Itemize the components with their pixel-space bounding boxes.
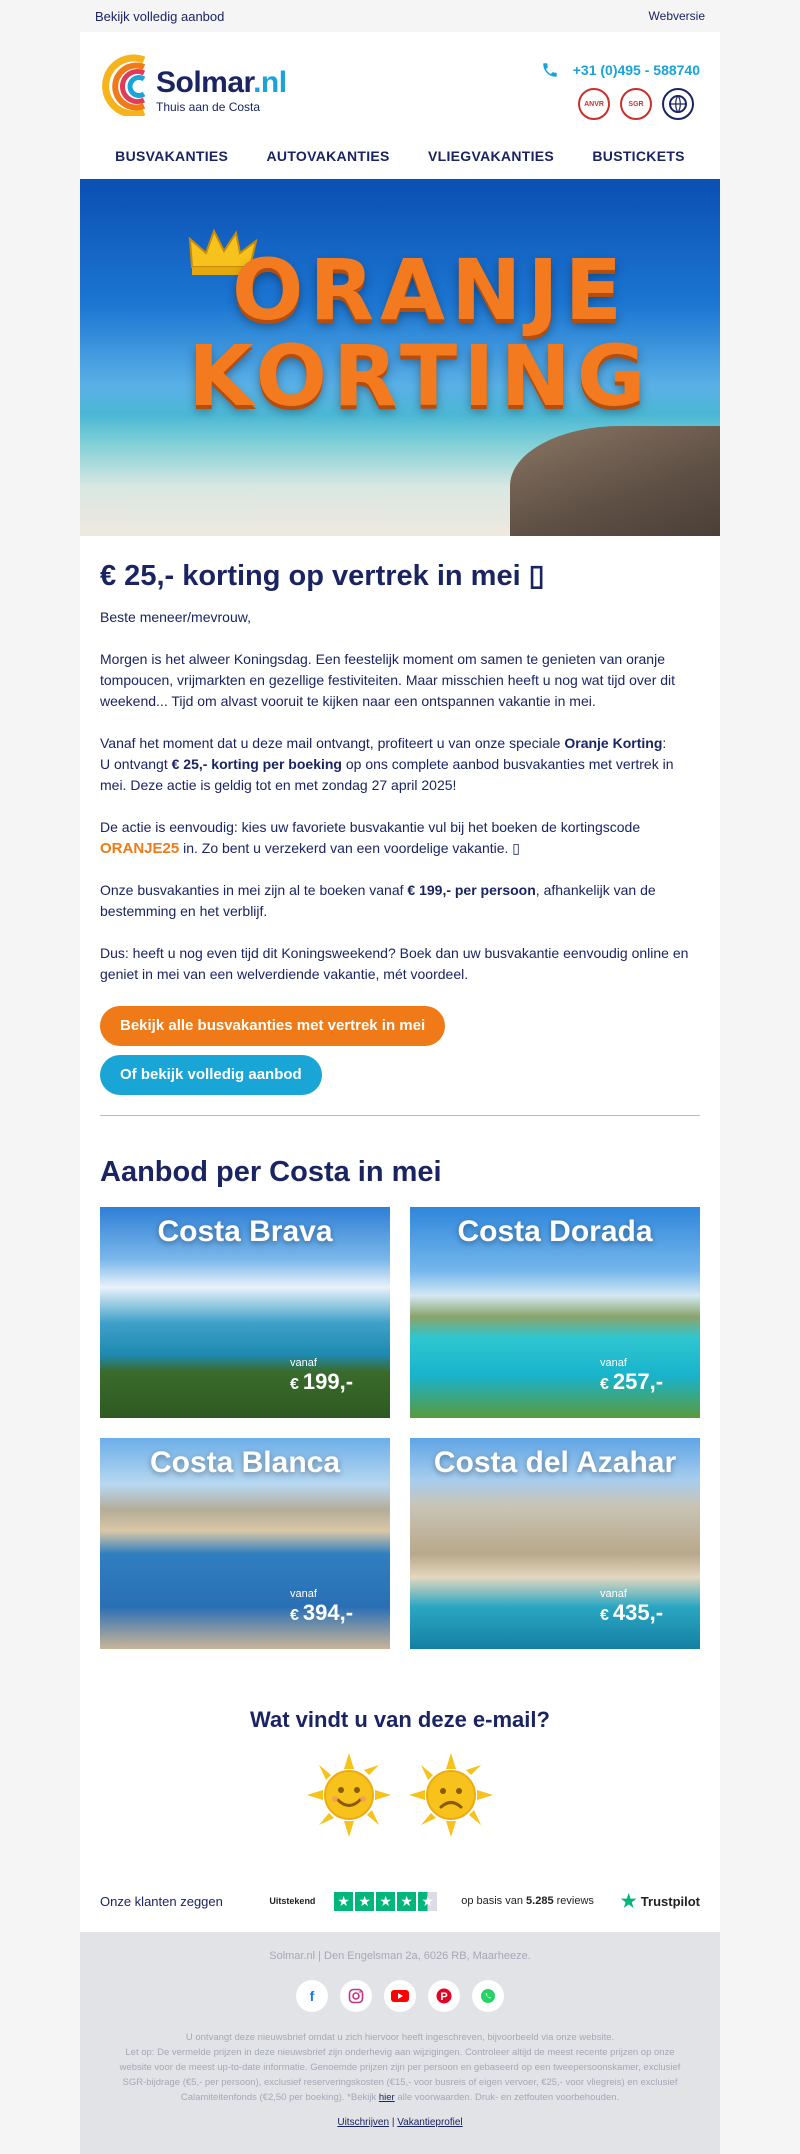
hero-title-line1: ORANJE — [231, 241, 629, 339]
phone-contact[interactable] — [541, 61, 700, 79]
paragraph-3: De actie is eenvoudig: kies uw favoriete busvakantie vul bij het boeken de kortingscode ORANJE25 in. Zo bent u verzekerd van een voordelige vakantie. ▯ — [100, 819, 641, 857]
view-may-departures-button[interactable]: Bekijk alle busvakanties met vertrek in mei — [100, 1006, 445, 1046]
discount-amount: € 25,- korting per boeking — [171, 756, 342, 772]
view-full-offer-link[interactable]: Bekijk volledig aanbod — [95, 8, 225, 24]
anvr-badge-icon: ANVR — [578, 88, 610, 120]
whatsapp-icon[interactable] — [472, 1980, 504, 2012]
price-disclaimer: Let op: De vermelde prijzen in deze nieuwsbrief zijn onderhevig aan wijzigingen. Controleer altijd de meest recente prijzen op onze website voor de meest up-to-date informatie. Genoemde prijzen zijn per persoon en gebaseerd op een tweepersoonskamer, exclusief SGR-bijdrage (€5,- per persoon), exclusief reserveringskosten (€15,- voor busreis of eigen vervoer, €25,- voor vliegreis) en exclusief Calamiteitenfonds (€2,50 per boeking). *Bekijk hier alle voorwaarden. Druk- en zetfouten voorbehouden. — [119, 2047, 681, 2103]
phone-icon — [541, 61, 559, 79]
costa-card-blanca[interactable] — [100, 1438, 390, 1649]
intro-title: € 25,- korting op vertrek in mei ▯ — [100, 560, 545, 592]
costa-card-brava[interactable] — [100, 1207, 390, 1418]
footer-links — [110, 2117, 690, 2128]
costa-name: Costa Brava — [157, 1215, 333, 1248]
costa-section-title: Aanbod per Costa in mei — [100, 1156, 442, 1188]
nav-busvakanties[interactable]: BUSVAKANTIES — [115, 147, 229, 164]
social-links — [110, 1980, 690, 2012]
sad-sun-button[interactable] — [409, 1753, 493, 1842]
main-navigation — [80, 132, 720, 179]
star-icon: ★ — [397, 1892, 416, 1911]
globe-icon — [668, 94, 688, 114]
section-divider — [100, 1115, 700, 1116]
paragraph-1: Morgen is het alweer Koningsdag. Een feestelijk moment om samen te genieten van oranje tompoucen, vrijmarkten en gezellige festiviteiten. Maar misschien heeft u nog wat tijd over dit weekend... Tijd om alvast vooruit te kijken naar een ontspannen vakantie in mei. — [100, 651, 676, 709]
hero-title-line2: KORTING — [188, 327, 652, 425]
hero-banner[interactable] — [80, 179, 720, 536]
calamiteitenfonds-badge-icon — [662, 88, 694, 120]
costa-price: vanaf € 257,- — [600, 1357, 664, 1394]
trustpilot-label: Onze klanten zeggen — [100, 1893, 223, 1909]
svg-text:P: P — [440, 1991, 448, 2003]
trustpilot-review-count: op basis van 5.285 reviews — [461, 1895, 594, 1907]
solmar-logo[interactable] — [100, 52, 287, 124]
email-container — [80, 32, 720, 2154]
costa-price: vanaf € 199,- — [290, 1357, 354, 1394]
paragraph-4: Onze busvakanties in mei zijn al te boeken vanaf € 199,- per persoon, afhankelijk van de bestemming en het verblijf. — [100, 882, 656, 919]
web-version-link[interactable]: Webversie — [648, 9, 705, 23]
feedback-title: Wat vindt u van deze e-mail? — [250, 1707, 550, 1732]
link-separator: | — [391, 2117, 395, 2128]
footer — [80, 1932, 720, 2154]
costa-price: vanaf € 435,- — [600, 1588, 664, 1625]
trustpilot-stars — [334, 1892, 437, 1911]
unsubscribe-link[interactable]: Uitschrijven — [337, 2117, 390, 2128]
costa-name: Costa Blanca — [149, 1446, 341, 1479]
discount-code: ORANJE25 — [100, 840, 180, 857]
certification-badges — [578, 88, 694, 120]
price-from: € 199,- per persoon — [407, 882, 536, 898]
costa-section — [100, 1156, 700, 1649]
newsletter-info: U ontvangt deze nieuwsbrief omdat u zich hiervoor heeft ingeschreven, bijvoorbeeld via onze website. — [185, 2032, 615, 2043]
sgr-badge-icon: SGR — [620, 88, 652, 120]
star-icon: ★ — [376, 1892, 395, 1911]
header — [80, 32, 720, 132]
phone-number: +31 (0)495 - 588740 — [572, 62, 700, 78]
company-address: Solmar.nl | Den Engelsman 2a, 6026 RB, Maarheeze. — [269, 1950, 531, 1962]
costa-card-azahar[interactable] — [410, 1438, 700, 1649]
pinterest-icon[interactable] — [428, 1980, 460, 2012]
sad-sun-icon — [409, 1753, 493, 1837]
happy-sun-icon — [307, 1753, 391, 1837]
conditions-link[interactable]: hier — [378, 2092, 395, 2103]
logo-tagline: Thuis aan de Costa — [156, 100, 261, 114]
trustpilot-rating-word: Uitstekend — [269, 1896, 316, 1906]
sun-logo-icon — [100, 52, 156, 116]
topbar — [0, 0, 800, 32]
youtube-icon[interactable] — [384, 1980, 416, 2012]
vacation-profile-link[interactable]: Vakantieprofiel — [397, 2117, 463, 2128]
nav-bustickets[interactable]: BUSTICKETS — [592, 147, 685, 164]
costa-price: vanaf € 394,- — [290, 1588, 354, 1625]
view-full-offer-button[interactable]: Of bekijk volledig aanbod — [100, 1055, 322, 1095]
paragraph-5: Dus: heeft u nog even tijd dit Koningsweekend? Boek dan uw busvakantie eenvoudig online en geniet in mei van een welverdiende vakantie, mét voordeel. — [100, 945, 689, 982]
trustpilot-star-icon: ★ — [620, 1890, 637, 1911]
feedback-options — [100, 1753, 700, 1842]
hero-rocks — [510, 426, 720, 536]
logo-brand-domain: .nl — [253, 66, 287, 99]
happy-sun-button[interactable] — [307, 1753, 391, 1842]
costa-grid — [100, 1207, 700, 1649]
half-star-icon: ★ — [418, 1892, 437, 1911]
trustpilot-widget[interactable] — [100, 1882, 700, 1932]
trustpilot-logo: ★ Trustpilot — [620, 1890, 701, 1911]
logo-brand-name: Solmar — [156, 66, 254, 99]
greeting: Beste meneer/mevrouw, — [100, 609, 251, 625]
main-content — [80, 536, 720, 1932]
facebook-icon[interactable]: f — [296, 1980, 328, 2012]
costa-name: Costa Dorada — [457, 1215, 653, 1248]
oranje-korting-label: Oranje Korting — [564, 735, 663, 751]
instagram-icon[interactable] — [340, 1980, 372, 2012]
nav-vliegvakanties[interactable]: VLIEGVAKANTIES — [427, 147, 555, 164]
costa-name: Costa del Azahar — [433, 1446, 677, 1479]
feedback-section — [100, 1649, 700, 1842]
nav-autovakanties[interactable]: AUTOVAKANTIES — [266, 147, 390, 164]
star-icon: ★ — [355, 1892, 374, 1911]
costa-card-dorada[interactable] — [410, 1207, 700, 1418]
paragraph-2: Vanaf het moment dat u deze mail ontvangt, profiteert u van onze speciale Oranje Korting: U ontvangt € 25,- korting per boeking op ons complete aanbod busvakanties met vertrek in mei. Deze actie is geldig tot en met zondag 27 april 2025! — [100, 735, 674, 793]
star-icon: ★ — [334, 1892, 353, 1911]
